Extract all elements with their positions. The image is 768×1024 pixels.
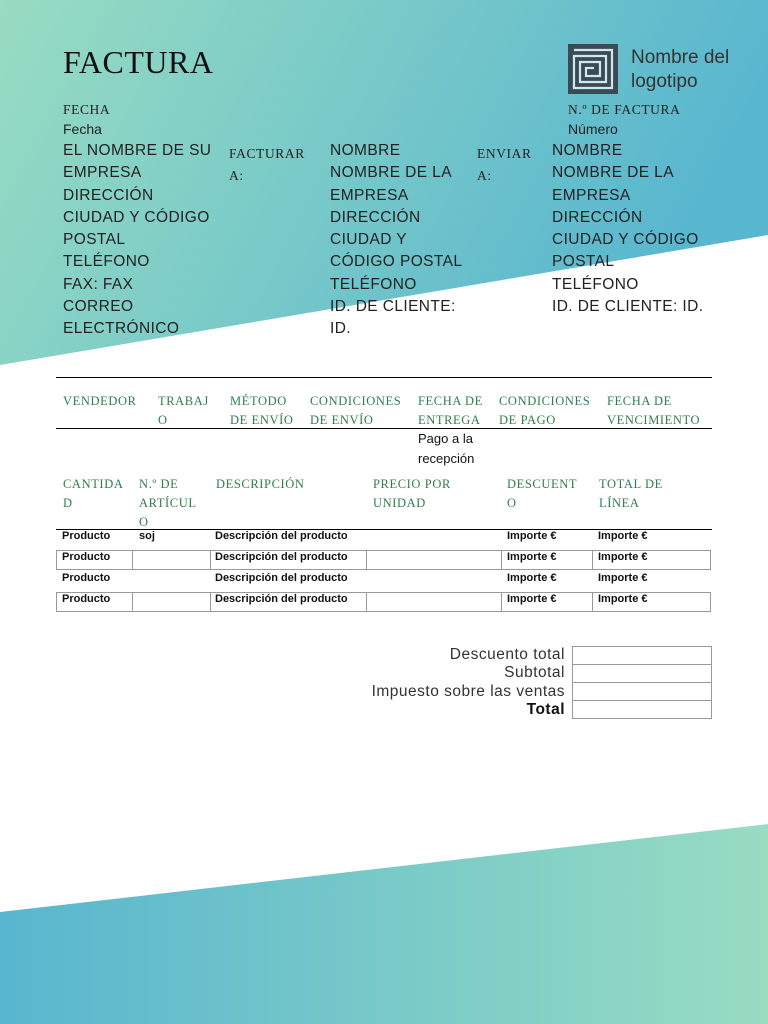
header-line: VENDEDOR [63,394,137,408]
sender-line: POSTAL [63,231,126,249]
items-header-line-total [599,475,663,513]
header-line: N.º DE [139,477,179,491]
header-line: LÍNEA [599,496,640,510]
item-quantity: Producto [62,530,111,542]
terms-header-payment-terms [499,392,590,430]
ship-to-line: EMPRESA [552,186,631,204]
bill-to-line: TELÉFONO [330,275,417,293]
terms-header-shipping-method [230,392,293,430]
item-quantity: Producto [62,572,111,584]
header-line: TOTAL DE [599,477,663,491]
subtotal-field[interactable] [572,664,712,683]
column-divider [366,593,367,611]
payment-terms-line: recepción [418,451,475,466]
bill-to-line: ID. DE CLIENTE: [330,298,456,316]
terms-header-shipping-terms [310,392,401,430]
ship-to-line: TELÉFONO [552,275,639,293]
item-discount: Importe € [507,572,557,584]
sales-tax-label: Impuesto sobre las ventas [371,683,565,700]
header-line: FECHA DE [418,394,483,408]
item-line-total: Importe € [598,530,648,542]
sender-line: DIRECCIÓN [63,186,154,204]
ship-to-line: ID. DE CLIENTE: ID. [552,298,704,316]
ship-to-label-line-1: ENVIAR [477,146,532,161]
sender-line: TELÉFONO [63,253,150,271]
header-line: CONDICIONES [499,394,591,408]
header-line: CANTIDA [63,477,124,491]
total-label: Total [526,701,565,718]
header-line: O [507,496,517,510]
discount-total-label: Descuento total [449,646,565,663]
sender-line: EL NOMBRE DE SU [63,142,212,159]
ship-to-label-line-2: A: [477,168,492,184]
ship-to-line: CIUDAD Y CÓDIGO [552,231,699,249]
header-line: TRABAJ [158,394,209,408]
terms-table-header-rule [56,428,712,429]
item-description: Descripción del producto [215,530,348,542]
items-header-description [216,475,305,494]
header-line: O [158,413,168,427]
item-line-total: Importe € [598,572,648,584]
sender-line: FAX: FAX [63,275,134,293]
sender-line: CIUDAD Y CÓDIGO [63,208,210,226]
header-line: UNIDAD [373,496,426,510]
column-divider [501,551,502,569]
column-divider [366,551,367,569]
items-header-item-number [139,475,197,532]
sender-line: EMPRESA [63,164,142,182]
terms-header-due-date [607,392,700,430]
logo-line-1: Nombre del [631,47,730,68]
item-discount: Importe € [507,551,557,563]
total-field[interactable] [572,700,712,719]
header-line: DESCUENT [507,477,578,491]
header-line: DE ENVÍO [310,413,374,427]
subtotal-label: Subtotal [504,664,565,681]
logo-name [631,46,751,94]
bill-to-line: EMPRESA [330,186,409,204]
bill-to-line: NOMBRE [330,142,401,159]
bill-to-label [229,143,305,188]
sales-tax-field[interactable] [572,682,712,701]
bill-to-line: NOMBRE DE LA [330,164,452,182]
column-divider [132,551,133,569]
header-line: VENCIMIENTO [607,413,701,427]
item-description: Descripción del producto [215,593,348,605]
header-line: DE PAGO [499,413,556,427]
column-divider [501,593,502,611]
items-header-quantity [63,475,123,513]
item-quantity: Producto [62,593,111,605]
header-line: DE ENVÍO [230,413,294,427]
payment-terms-line: Pago a la [418,431,473,446]
item-number: soj [139,530,155,542]
header-line: D [63,496,73,510]
ship-to-line: NOMBRE DE LA [552,164,674,182]
date-label: FECHA [63,102,111,117]
header-line: MÉTODO [230,394,287,408]
item-quantity: Producto [62,551,111,563]
ship-to-address-block [552,140,727,318]
ship-to-line: POSTAL [552,253,615,271]
ship-to-label [477,143,532,188]
header-line: CONDICIONES [310,394,402,408]
header-line: FECHA DE [607,394,672,408]
discount-total-field[interactable] [572,646,712,665]
column-divider [210,593,211,611]
invoice-number-label: N.º DE FACTURA [568,102,681,117]
column-divider [132,593,133,611]
column-divider [592,551,593,569]
bill-to-line: DIRECCIÓN [330,208,421,226]
terms-header-delivery-date [418,392,483,430]
item-description: Descripción del producto [215,572,348,584]
bill-to-line: CÓDIGO POSTAL [330,253,463,271]
sender-line: ELECTRÓNICO [63,320,180,338]
bill-to-label-line-2: A: [229,168,244,184]
bill-to-address-block [330,140,470,341]
sender-line: CORREO [63,298,134,316]
terms-header-salesperson [63,392,137,411]
maze-square-icon [568,44,618,94]
column-divider [592,593,593,611]
item-description: Descripción del producto [215,551,348,563]
bill-to-line: ID. [330,320,352,338]
item-discount: Importe € [507,530,557,542]
terms-header-job [158,392,209,430]
logo-line-2: logotipo [631,71,698,92]
header-line: O [139,515,149,529]
item-line-total: Importe € [598,551,648,563]
item-line-total: Importe € [598,593,648,605]
header-line: DESCRIPCIÓN [216,477,305,491]
bottom-gradient-band [0,824,768,1024]
header-line: ARTÍCUL [139,496,197,510]
header-line: ENTREGA [418,413,481,427]
payment-terms-value [418,429,474,469]
item-discount: Importe € [507,593,557,605]
header-line: PRECIO POR [373,477,451,491]
items-header-unit-price [373,475,451,513]
sender-address-block [63,140,233,341]
items-header-discount [507,475,577,513]
date-value: Fecha [63,121,102,137]
terms-table-top-rule [56,377,712,378]
invoice-title: FACTURA [63,44,214,80]
bill-to-label-line-1: FACTURAR [229,146,305,161]
ship-to-line: NOMBRE [552,142,623,159]
invoice-number-value: Número [568,121,618,137]
column-divider [210,551,211,569]
ship-to-line: DIRECCIÓN [552,208,643,226]
bill-to-line: CIUDAD Y [330,231,407,249]
